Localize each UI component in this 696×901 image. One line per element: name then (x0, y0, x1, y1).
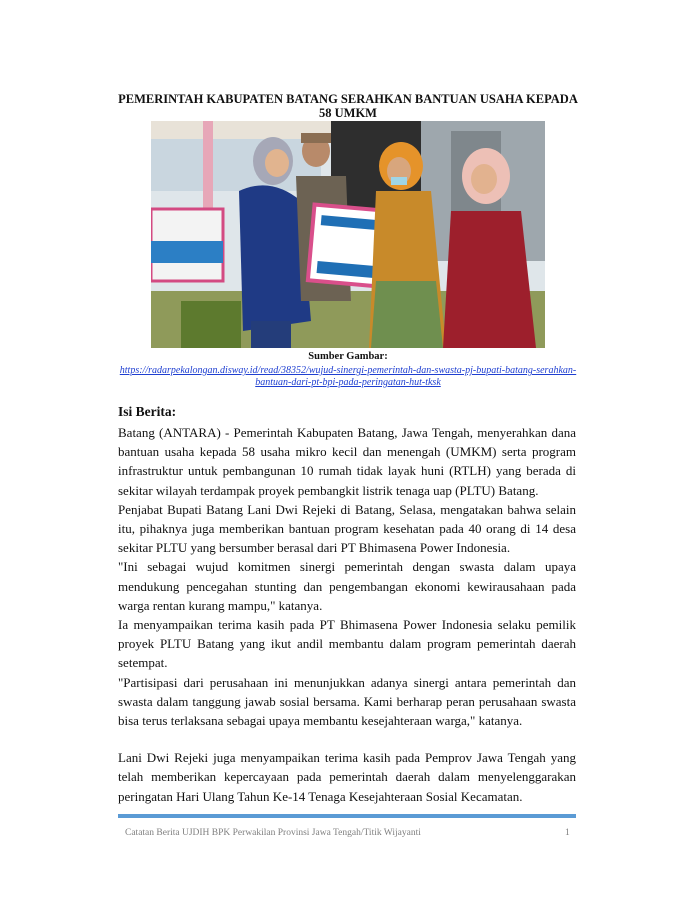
image-source-label: Sumber Gambar: (308, 351, 388, 362)
paragraph: Lani Dwi Rejeki juga menyampaikan terima kasih pada Pemprov Jawa Tengah yang telah memberikan kepercayaan pada pemerintah daerah dalam menyelenggarakan peringatan Hari Ulang Tahun Ke-14 Tenaga Kesejahteraan Sosial Kecamatan. (118, 750, 576, 804)
page-number: 1 (565, 828, 570, 838)
article-photo (151, 121, 545, 348)
paragraph: "Partisipasi dari perusahaan ini menunjukkan adanya sinergi antara pemerintah dan swasta dalam tanggung jawab sosial bersama. Kami berharap peran perusahaan swasta bisa terus terlaksana sebagai upaya membantu kesejahteraan warga," katanya. (118, 674, 576, 729)
paragraph: Batang (ANTARA) - Pemerintah Kabupaten Batang, Jawa Tengah, menyerahkan dana bantuan usaha kepada 58 usaha mikro kecil dan menengah (UMKM) serta program infrastruktur untuk pembangunan 10 rumah tidak layak huni (RTLH) yang berada di sekitar wilayah terdampak proyek pembangkit listrik tenaga uap (PLTU) Batang. (118, 425, 576, 498)
paragraph: Ia menyampaikan terima kasih pada PT Bhimasena Power Indonesia selaku pemilik proyek PLTU Batang yang ikut andil membantu dalam program pemerintah daerah setempat. (118, 617, 576, 671)
footer-divider (118, 814, 576, 818)
image-source-link[interactable]: https://radarpekalongan.disway.id/read/38352/wujud-sinergi-pemerintah-dan-swasta-pj-bupati-batang-serahkan-bantuan-dari-pt-bpi-pada-peringatan-hut-tksk (119, 365, 577, 388)
footer-text: Catatan Berita UJDIH BPK Perwakilan Provinsi Jawa Tengah/Titik Wijayanti (125, 828, 421, 838)
article-body (118, 423, 576, 806)
article-title: PEMERINTAH KABUPATEN BATANG SERAHKAN BANTUAN USAHA KEPADA 58 UMKM (118, 92, 578, 120)
paragraph: Penjabat Bupati Batang Lani Dwi Rejeki di Batang, Selasa, mengatakan bahwa selain itu, pihaknya juga memberikan bantuan program kesehatan pada 40 orang di 14 desa sekitar PLTU yang bersumber berasal dari PT Bhimasena Power Indonesia. (118, 501, 576, 556)
section-heading: Isi Berita: (118, 404, 177, 419)
paragraph: "Ini sebagai wujud komitmen sinergi pemerintah dengan swasta dalam upaya mendukung pencegahan stunting dan pengembangan ekonomi kewirausahaan pada warga rentan kurang mampu," katanya. (118, 559, 576, 613)
